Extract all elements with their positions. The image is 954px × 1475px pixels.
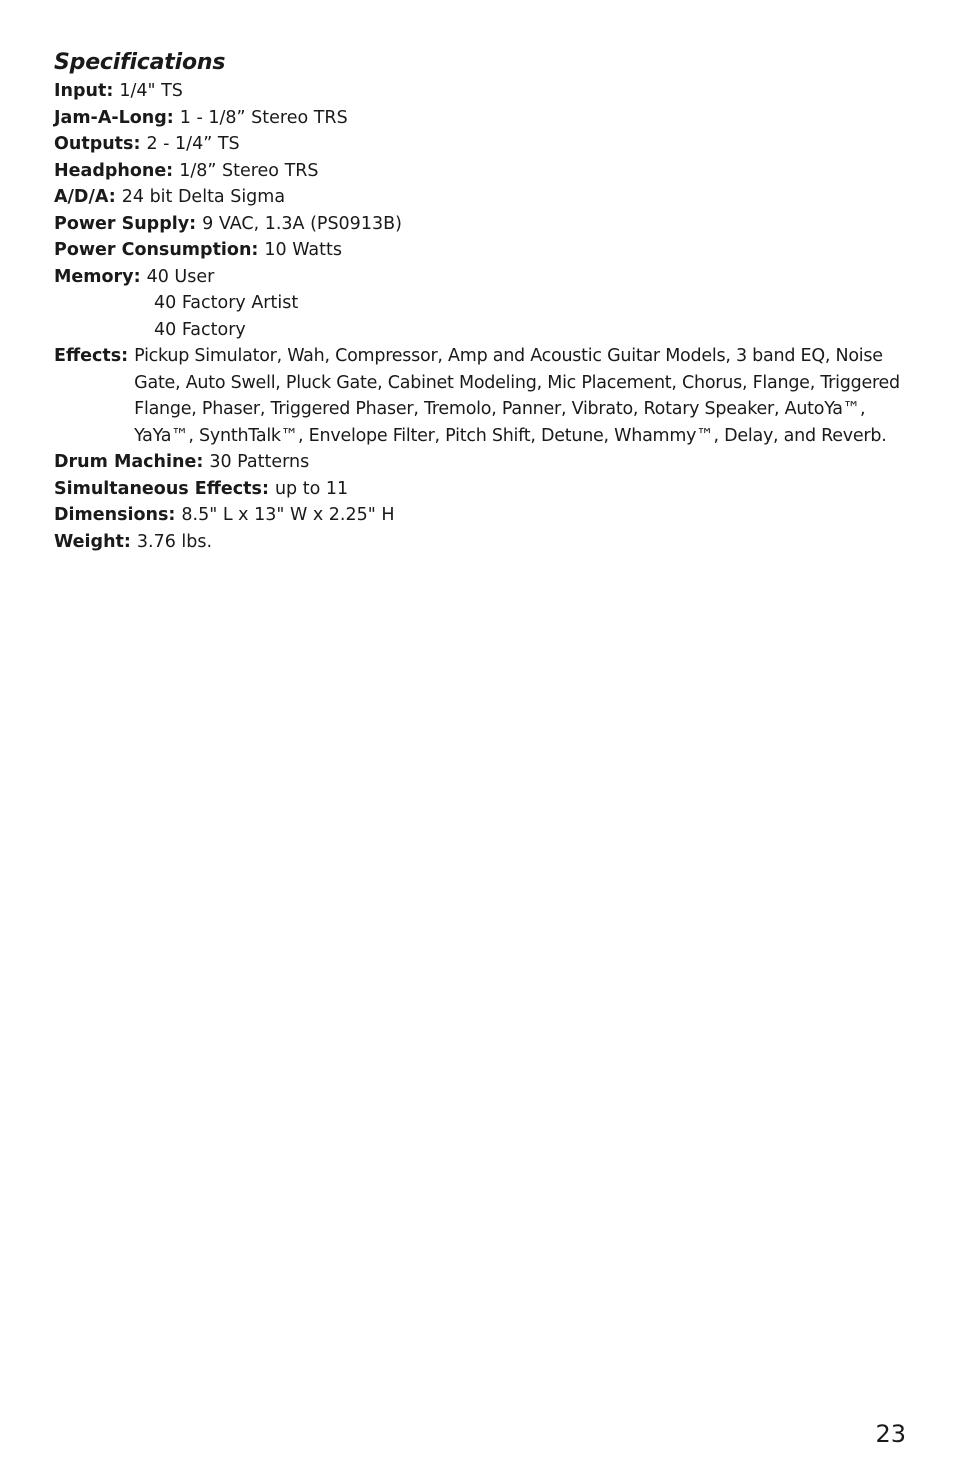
- spec-value: 40 User: [146, 266, 215, 287]
- spec-label: A/D/A:: [54, 187, 116, 207]
- spec-power-consumption: [54, 237, 914, 264]
- spec-headphone: [54, 158, 914, 185]
- spec-weight: [54, 529, 914, 556]
- spec-memory-value: 40 Factory: [154, 319, 246, 340]
- spec-power-supply: [54, 211, 914, 238]
- page-number: 23: [875, 1420, 906, 1448]
- spec-ada: [54, 184, 914, 211]
- spec-value: 8.5" L x 13" W x 2.25" H: [181, 505, 395, 525]
- spec-label: Outputs:: [54, 134, 141, 154]
- spec-simultaneous-effects: [54, 476, 914, 503]
- spec-value: 1/8” Stereo TRS: [179, 160, 319, 181]
- spec-value: up to 11: [274, 478, 349, 499]
- spec-effects: [54, 343, 914, 449]
- spec-input: [54, 78, 914, 105]
- spec-label: Dimensions:: [54, 505, 176, 525]
- spec-value: 1 - 1/8” Stereo TRS: [179, 107, 348, 128]
- spec-page: [54, 48, 914, 555]
- spec-label: Memory:: [54, 266, 141, 287]
- spec-value: 2 - 1/4” TS: [146, 134, 240, 154]
- spec-label: Drum Machine:: [54, 452, 204, 472]
- section-heading: Specifications: [54, 50, 226, 75]
- spec-label: Input:: [54, 81, 114, 101]
- spec-value: 3.76 lbs.: [136, 531, 213, 552]
- spec-outputs: [54, 131, 914, 158]
- spec-label: Power Consumption:: [54, 240, 259, 260]
- spec-label: Simultaneous Effects:: [54, 478, 269, 499]
- spec-jam-a-long: [54, 105, 914, 132]
- spec-list: [54, 78, 914, 555]
- spec-value: 30 Patterns: [209, 452, 310, 472]
- spec-label: Effects:: [54, 346, 129, 366]
- spec-label: Weight:: [54, 531, 131, 552]
- spec-drum-machine: [54, 449, 914, 476]
- spec-value: 10 Watts: [264, 240, 343, 260]
- spec-value: 24 bit Delta Sigma: [121, 187, 286, 207]
- spec-memory-value: 40 Factory Artist: [154, 293, 299, 313]
- spec-label: Power Supply:: [54, 213, 197, 234]
- spec-value: 1/4" TS: [119, 81, 183, 101]
- spec-dimensions: [54, 502, 914, 529]
- spec-memory: [54, 264, 914, 291]
- spec-label: Headphone:: [54, 160, 174, 181]
- spec-label: Jam-A-Long:: [54, 107, 174, 128]
- spec-value: Pickup Simulator, Wah, Compressor, Amp and Acoustic Guitar Models, 3 band EQ, Noise Gate, Auto Swell, Pluck Gate, Cabinet Modeling, Mic Placement, Chorus, Flange, Triggered Flange, Phaser, Triggered Phaser, Tremolo, Panner, Vibrato, Rotary Speaker, AutoYa™, YaYa™, SynthTalk™, Envelope Filter, Pitch Shift, Detune, Whammy™, Delay, and Reverb.: [134, 346, 900, 446]
- spec-value: 9 VAC, 1.3A (PS0913B): [202, 213, 402, 234]
